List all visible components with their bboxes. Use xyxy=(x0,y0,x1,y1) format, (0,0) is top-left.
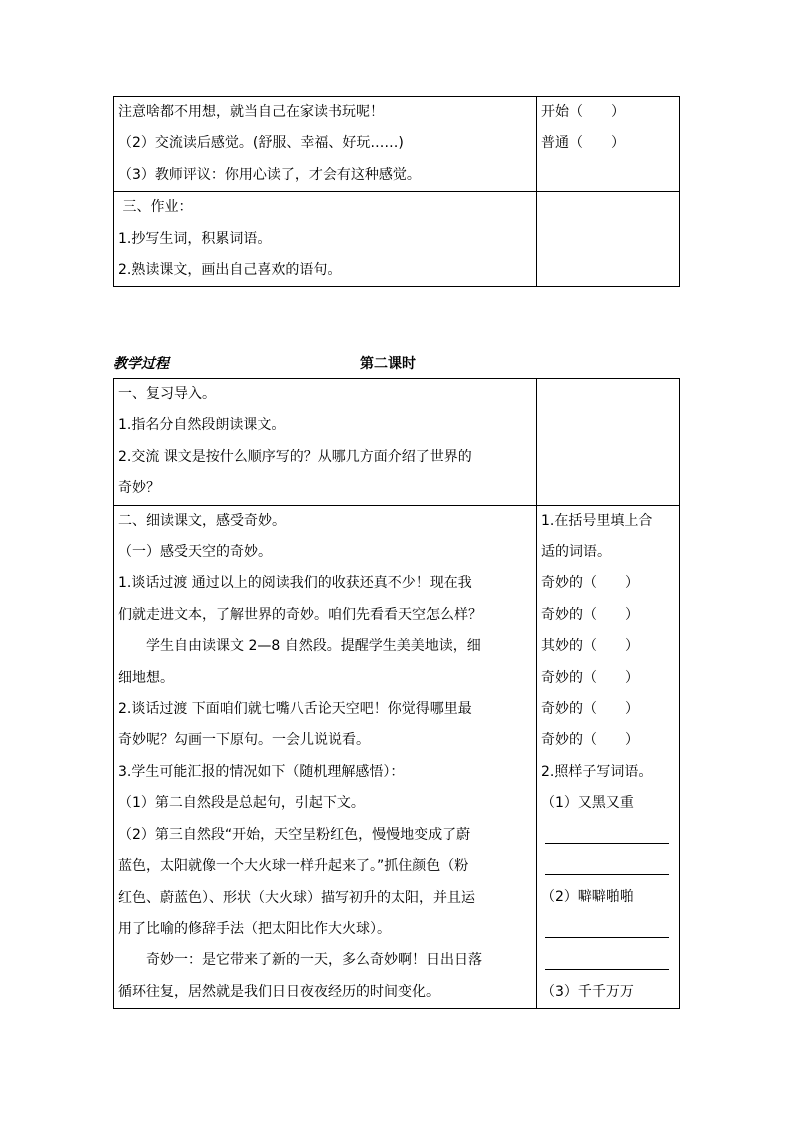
note-cell xyxy=(537,97,679,191)
text-line: （一）感受天空的奇妙。 xyxy=(118,544,272,561)
process-cell xyxy=(114,379,537,505)
note-cell xyxy=(537,192,679,286)
text-line: 奇妙一：是它带来了新的一天，多么奇妙啊！日出日落 xyxy=(146,952,482,969)
text-line: 开始（ ） xyxy=(541,104,625,120)
text-line: 三、作业： xyxy=(118,199,193,216)
example-word: （2）噼噼啪啪 xyxy=(541,889,634,906)
text-line: 3.学生可能汇报的情况如下（随机理解感悟）： xyxy=(118,763,405,780)
text-line: 2.熟读课文，画出自己喜欢的语句。 xyxy=(118,262,342,279)
fill-blank-item: 其妙的（ ） xyxy=(541,638,639,655)
answer-line xyxy=(541,945,675,976)
text-line: 循环往复，居然就是我们日日夜夜经历的时间变化。 xyxy=(118,983,440,1000)
process-cell xyxy=(114,97,537,191)
text-line: 2.谈话过渡 下面咱们就七嘴八舌论天空吧！你觉得哪里最 xyxy=(118,701,472,718)
fill-blank-item: 奇妙的（ ） xyxy=(541,606,639,623)
section-label: 教学过程 xyxy=(113,356,169,372)
example-word: （1）又黑又重 xyxy=(541,795,634,812)
text-line: 普通（ ） xyxy=(541,135,625,152)
text-line: （2）第三自然段“开始，天空呈粉红色，慢慢地变成了蔚 xyxy=(118,826,471,843)
text-line: 奇妙呢？勾画一下原句。一会儿说说看。 xyxy=(118,732,370,749)
fill-blank-item: 奇妙的（ ） xyxy=(541,575,639,592)
text-line: 学生自由读课文 2—8 自然段。提醒学生美美地读，细 xyxy=(146,638,481,655)
fill-blank-item: 奇妙的（ ） xyxy=(541,701,639,718)
fill-blank-item: 奇妙的（ ） xyxy=(541,732,639,749)
table-row xyxy=(114,506,679,1009)
example-word: （3）千千万万 xyxy=(541,983,634,1000)
text-line: 二、细读课文，感受奇妙。 xyxy=(118,512,286,529)
text-line: 注意啥都不用想，就当自己在家读书玩呢！ xyxy=(118,104,384,120)
text-line: 1.抄写生词，积累词语。 xyxy=(118,230,272,247)
text-line: 奇妙？ xyxy=(118,480,160,497)
process-cell xyxy=(114,506,537,1009)
text-line: 蓝色，太阳就像一个大火球一样升起来了。”抓住颜色（粉 xyxy=(118,858,469,875)
text-line: （3）教师评议：你用心读了，才会有这种感觉。 xyxy=(118,166,421,183)
exercise-cell xyxy=(537,506,679,1009)
text-line: 用了比喻的修辞手法（把太阳比作大火球）。 xyxy=(118,920,391,937)
process-cell xyxy=(114,192,537,286)
text-line: 1.谈话过渡 通过以上的阅读我们的收获还真不少！现在我 xyxy=(118,575,472,592)
text-line: 们就走进文本，了解世界的奇妙。咱们先看看天空怎么样？ xyxy=(118,606,482,623)
answer-line xyxy=(541,820,675,851)
answer-line xyxy=(541,851,675,882)
text-line: 细地想。 xyxy=(118,669,174,686)
text-line: 一、复习导入。 xyxy=(118,386,216,402)
text-line: 红色、蔚蓝色）、形状（大火球）描写初升的太阳，并且运 xyxy=(118,889,475,906)
text-line: 2.交流 课文是按什么顺序写的？从哪几方面介绍了世界的 xyxy=(118,448,472,465)
table-lesson-one-end xyxy=(113,96,680,287)
table-row xyxy=(114,97,679,192)
lesson-title: 第二课时 xyxy=(360,356,416,372)
note-cell xyxy=(537,379,679,505)
table-row xyxy=(114,192,679,286)
text-line: （2）交流读后感觉。(舒服、幸福、好玩……) xyxy=(118,135,404,152)
text-line: （1）第二自然段是总起句，引起下文。 xyxy=(118,795,365,812)
text-line: 适的词语。 xyxy=(541,544,611,561)
answer-line xyxy=(541,914,675,945)
text-line: 1.指名分自然段朗读课文。 xyxy=(118,417,286,434)
text-line: 1.在括号里填上合 xyxy=(541,512,653,529)
table-row xyxy=(114,379,679,506)
table-lesson-two xyxy=(113,378,680,1009)
text-line: 2.照样子写词语。 xyxy=(541,763,653,780)
fill-blank-item: 奇妙的（ ） xyxy=(541,669,639,686)
